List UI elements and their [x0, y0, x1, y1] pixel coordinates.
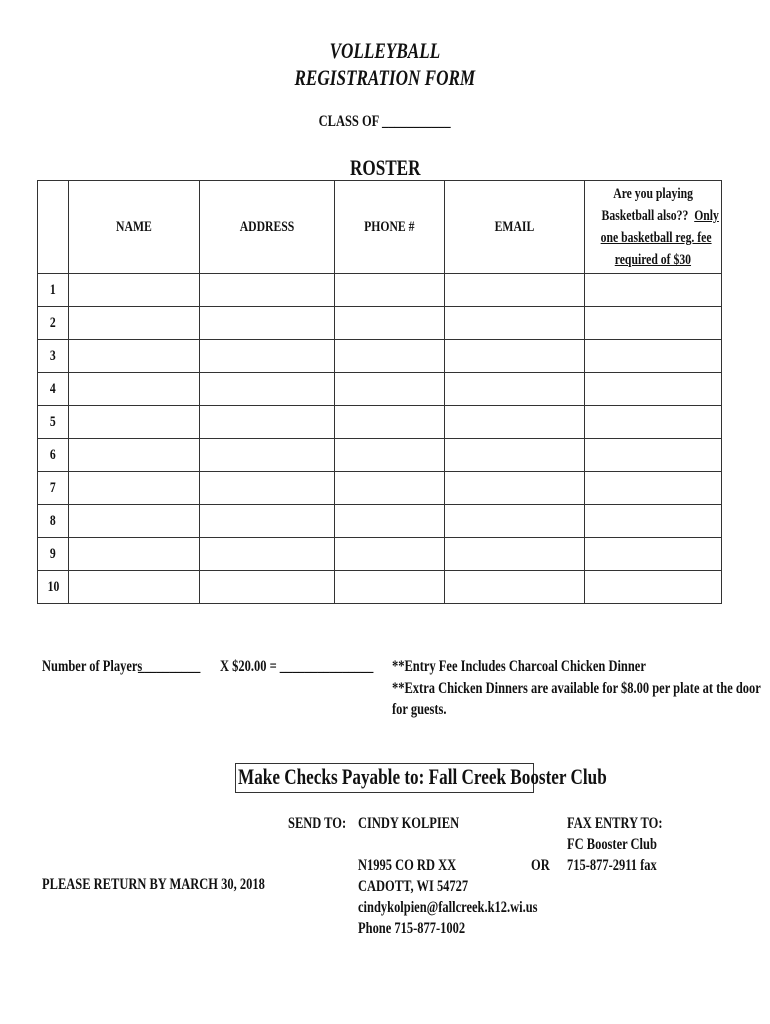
- phone-cell[interactable]: [335, 505, 445, 538]
- row-number: 6: [38, 439, 69, 472]
- address-cell[interactable]: [200, 406, 335, 439]
- basketball-cell[interactable]: [585, 373, 722, 406]
- basketball-cell[interactable]: [585, 472, 722, 505]
- extra-dinner-note: **Extra Chicken Dinners are available for $8.00 per plate at the door: [392, 680, 761, 697]
- address-line2: CADOTT, WI 54727: [358, 878, 469, 895]
- send-to-label: SEND TO:: [288, 815, 347, 832]
- roster-row: [38, 571, 722, 604]
- email-cell[interactable]: [445, 439, 585, 472]
- recipient-email: cindykolpien@fallcreek.k12.wi.us: [358, 899, 538, 916]
- roster-row: [38, 340, 722, 373]
- recipient-name: CINDY KOLPIEN: [358, 815, 460, 832]
- address-cell[interactable]: [200, 439, 335, 472]
- row-number: 9: [38, 538, 69, 571]
- address-cell[interactable]: [200, 571, 335, 604]
- entry-fee-note: **Entry Fee Includes Charcoal Chicken Dinner: [392, 658, 646, 675]
- phone-cell[interactable]: [335, 307, 445, 340]
- row-number: 4: [38, 373, 69, 406]
- players-label: Number of Players: [42, 658, 143, 675]
- roster-title: ROSTER: [349, 155, 421, 180]
- col-header-basketball: Are you playing Basketball also?? Only one basketball reg. fee required of $30: [585, 181, 722, 274]
- fax-number: 715-877-2911 fax: [567, 857, 657, 874]
- email-cell[interactable]: [445, 538, 585, 571]
- phone-cell[interactable]: [335, 571, 445, 604]
- basketball-cell[interactable]: [585, 340, 722, 373]
- basketball-cell[interactable]: [585, 538, 722, 571]
- name-cell[interactable]: [69, 340, 200, 373]
- row-number: 10: [38, 571, 69, 604]
- name-cell[interactable]: [69, 373, 200, 406]
- class-of-field: CLASS OF ___________: [319, 113, 451, 130]
- roster-row: [38, 472, 722, 505]
- email-cell[interactable]: [445, 274, 585, 307]
- roster-row: [38, 505, 722, 538]
- roster-row: [38, 439, 722, 472]
- address-cell[interactable]: [200, 307, 335, 340]
- col-header-email: EMAIL: [445, 181, 585, 274]
- address-cell[interactable]: [200, 373, 335, 406]
- fax-entry-label: FAX ENTRY TO:: [567, 815, 663, 832]
- roster-header-row: [38, 181, 722, 274]
- email-cell[interactable]: [445, 307, 585, 340]
- phone-cell[interactable]: [335, 538, 445, 571]
- recipient-phone: Phone 715-877-1002: [358, 920, 466, 937]
- form-title-line1: VOLLEYBALL: [329, 38, 441, 63]
- roster-row: [38, 307, 722, 340]
- basketball-cell[interactable]: [585, 571, 722, 604]
- name-cell[interactable]: [69, 571, 200, 604]
- name-cell[interactable]: [69, 274, 200, 307]
- row-number: 5: [38, 406, 69, 439]
- roster-table: [37, 180, 722, 604]
- col-header-phone: PHONE #: [335, 181, 445, 274]
- row-number: 8: [38, 505, 69, 538]
- players-count-blank[interactable]: __________: [138, 658, 201, 675]
- phone-cell[interactable]: [335, 340, 445, 373]
- form-title-line2: REGISTRATION FORM: [294, 65, 476, 90]
- address-cell[interactable]: [200, 340, 335, 373]
- basketball-cell[interactable]: [585, 307, 722, 340]
- email-cell[interactable]: [445, 571, 585, 604]
- col-header-address: ADDRESS: [200, 181, 335, 274]
- roster-row: [38, 406, 722, 439]
- phone-cell[interactable]: [335, 439, 445, 472]
- basketball-cell[interactable]: [585, 505, 722, 538]
- roster-row: [38, 373, 722, 406]
- row-number: 2: [38, 307, 69, 340]
- fax-org: FC Booster Club: [567, 836, 657, 853]
- roster-row: [38, 274, 722, 307]
- address-line1: N1995 CO RD XX: [358, 857, 457, 874]
- address-cell[interactable]: [200, 505, 335, 538]
- name-cell[interactable]: [69, 307, 200, 340]
- row-number: 1: [38, 274, 69, 307]
- phone-cell[interactable]: [335, 274, 445, 307]
- checks-payable-text: Make Checks Payable to: Fall Creek Booster Club: [238, 764, 607, 789]
- address-cell[interactable]: [200, 538, 335, 571]
- name-cell[interactable]: [69, 406, 200, 439]
- name-cell[interactable]: [69, 472, 200, 505]
- email-cell[interactable]: [445, 505, 585, 538]
- row-number: 7: [38, 472, 69, 505]
- name-cell[interactable]: [69, 538, 200, 571]
- email-cell[interactable]: [445, 340, 585, 373]
- return-by-notice: PLEASE RETURN BY MARCH 30, 2018: [42, 876, 265, 893]
- basketball-cell[interactable]: [585, 274, 722, 307]
- phone-cell[interactable]: [335, 373, 445, 406]
- or-separator: OR: [531, 857, 550, 874]
- phone-cell[interactable]: [335, 472, 445, 505]
- address-cell[interactable]: [200, 472, 335, 505]
- col-header-name: NAME: [69, 181, 200, 274]
- roster-row: [38, 538, 722, 571]
- email-cell[interactable]: [445, 472, 585, 505]
- basketball-cell[interactable]: [585, 439, 722, 472]
- email-cell[interactable]: [445, 373, 585, 406]
- basketball-cell[interactable]: [585, 406, 722, 439]
- name-cell[interactable]: [69, 439, 200, 472]
- fee-total-blank[interactable]: X $20.00 = _______________: [220, 658, 374, 675]
- email-cell[interactable]: [445, 406, 585, 439]
- col-header-number: [38, 181, 69, 274]
- phone-cell[interactable]: [335, 406, 445, 439]
- row-number: 3: [38, 340, 69, 373]
- name-cell[interactable]: [69, 505, 200, 538]
- extra-dinner-note-cont: for guests.: [392, 701, 447, 718]
- address-cell[interactable]: [200, 274, 335, 307]
